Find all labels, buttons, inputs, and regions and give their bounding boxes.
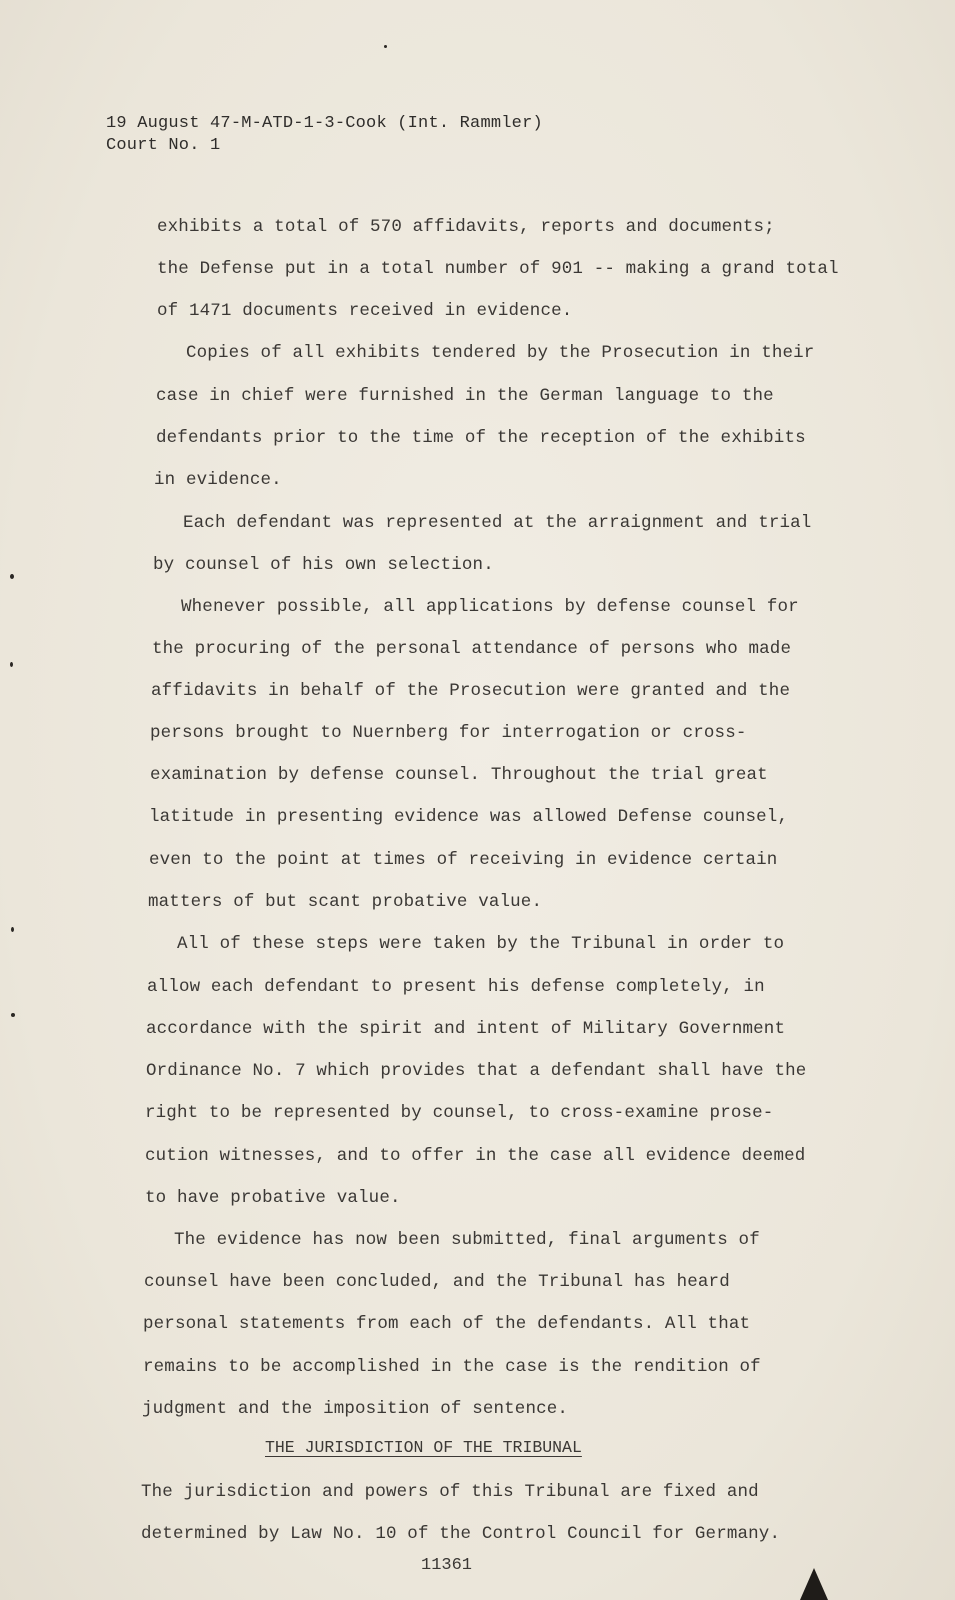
header-line-1: 19 August 47-M-ATD-1-3-Cook (Int. Rammler) [106,114,543,133]
body-line: remains to be accomplished in the case is the rendition of [143,1357,761,1377]
body-line: cution witnesses, and to offer in the case all evidence deemed [145,1146,806,1166]
document-header [106,113,543,157]
body-line: All of these steps were taken by the Tribunal in order to [177,934,785,954]
body-line: Copies of all exhibits tendered by the Prosecution in their [186,343,815,363]
body-line: case in chief were furnished in the German language to the [156,386,774,406]
margin-speck [10,574,14,579]
body-line: exhibits a total of 570 affidavits, reports and documents; [157,217,775,237]
body-line: latitude in presenting evidence was allowed Defense counsel, [149,807,789,827]
body-line: of 1471 documents received in evidence. [157,301,573,321]
body-line: the procuring of the personal attendance of persons who made [152,639,792,659]
body-line: Ordinance No. 7 which provides that a defendant shall have the [146,1061,807,1081]
body-line: allow each defendant to present his defense completely, in [147,977,765,997]
margin-speck [384,45,387,48]
body-line: the Defense put in a total number of 901 -- making a grand total [157,259,839,279]
body-line: matters of but scant probative value. [148,892,543,912]
body-line: by counsel of his own selection. [153,555,494,575]
body-line: judgment and the imposition of sentence. [142,1399,569,1419]
body-line: counsel have been concluded, and the Tribunal has heard [144,1272,730,1292]
margin-speck [11,927,14,932]
body-line: defendants prior to the time of the reception of the exhibits [156,428,806,448]
body-line: personal statements from each of the defendants. All that [143,1314,751,1334]
body-line: determined by Law No. 10 of the Control Council for Germany. [141,1524,781,1544]
body-line: examination by defense counsel. Throughout the trial great [150,765,768,785]
header-line-2: Court No. 1 [106,136,221,155]
corner-ink-mark [800,1568,828,1600]
body-line: persons brought to Nuernberg for interrogation or cross- [150,723,747,743]
body-line: The evidence has now been submitted, final arguments of [174,1230,760,1250]
body-line: to have probative value. [145,1188,401,1208]
body-line: Each defendant was represented at the arraignment and trial [183,513,812,533]
margin-speck [10,662,13,667]
body-line: even to the point at times of receiving in evidence certain [149,850,778,870]
body-line: accordance with the spirit and intent of Military Government [146,1019,786,1039]
body-line: right to be represented by counsel, to cross-examine prose- [145,1103,774,1123]
margin-speck [11,1013,15,1017]
page-number: 11361 [421,1556,473,1575]
body-line: affidavits in behalf of the Prosecution were granted and the [151,681,791,701]
section-heading: THE JURISDICTION OF THE TRIBUNAL [265,1438,582,1457]
body-line: Whenever possible, all applications by defense counsel for [181,597,799,617]
body-line: in evidence. [154,470,282,490]
body-line: The jurisdiction and powers of this Tribunal are fixed and [141,1482,759,1502]
